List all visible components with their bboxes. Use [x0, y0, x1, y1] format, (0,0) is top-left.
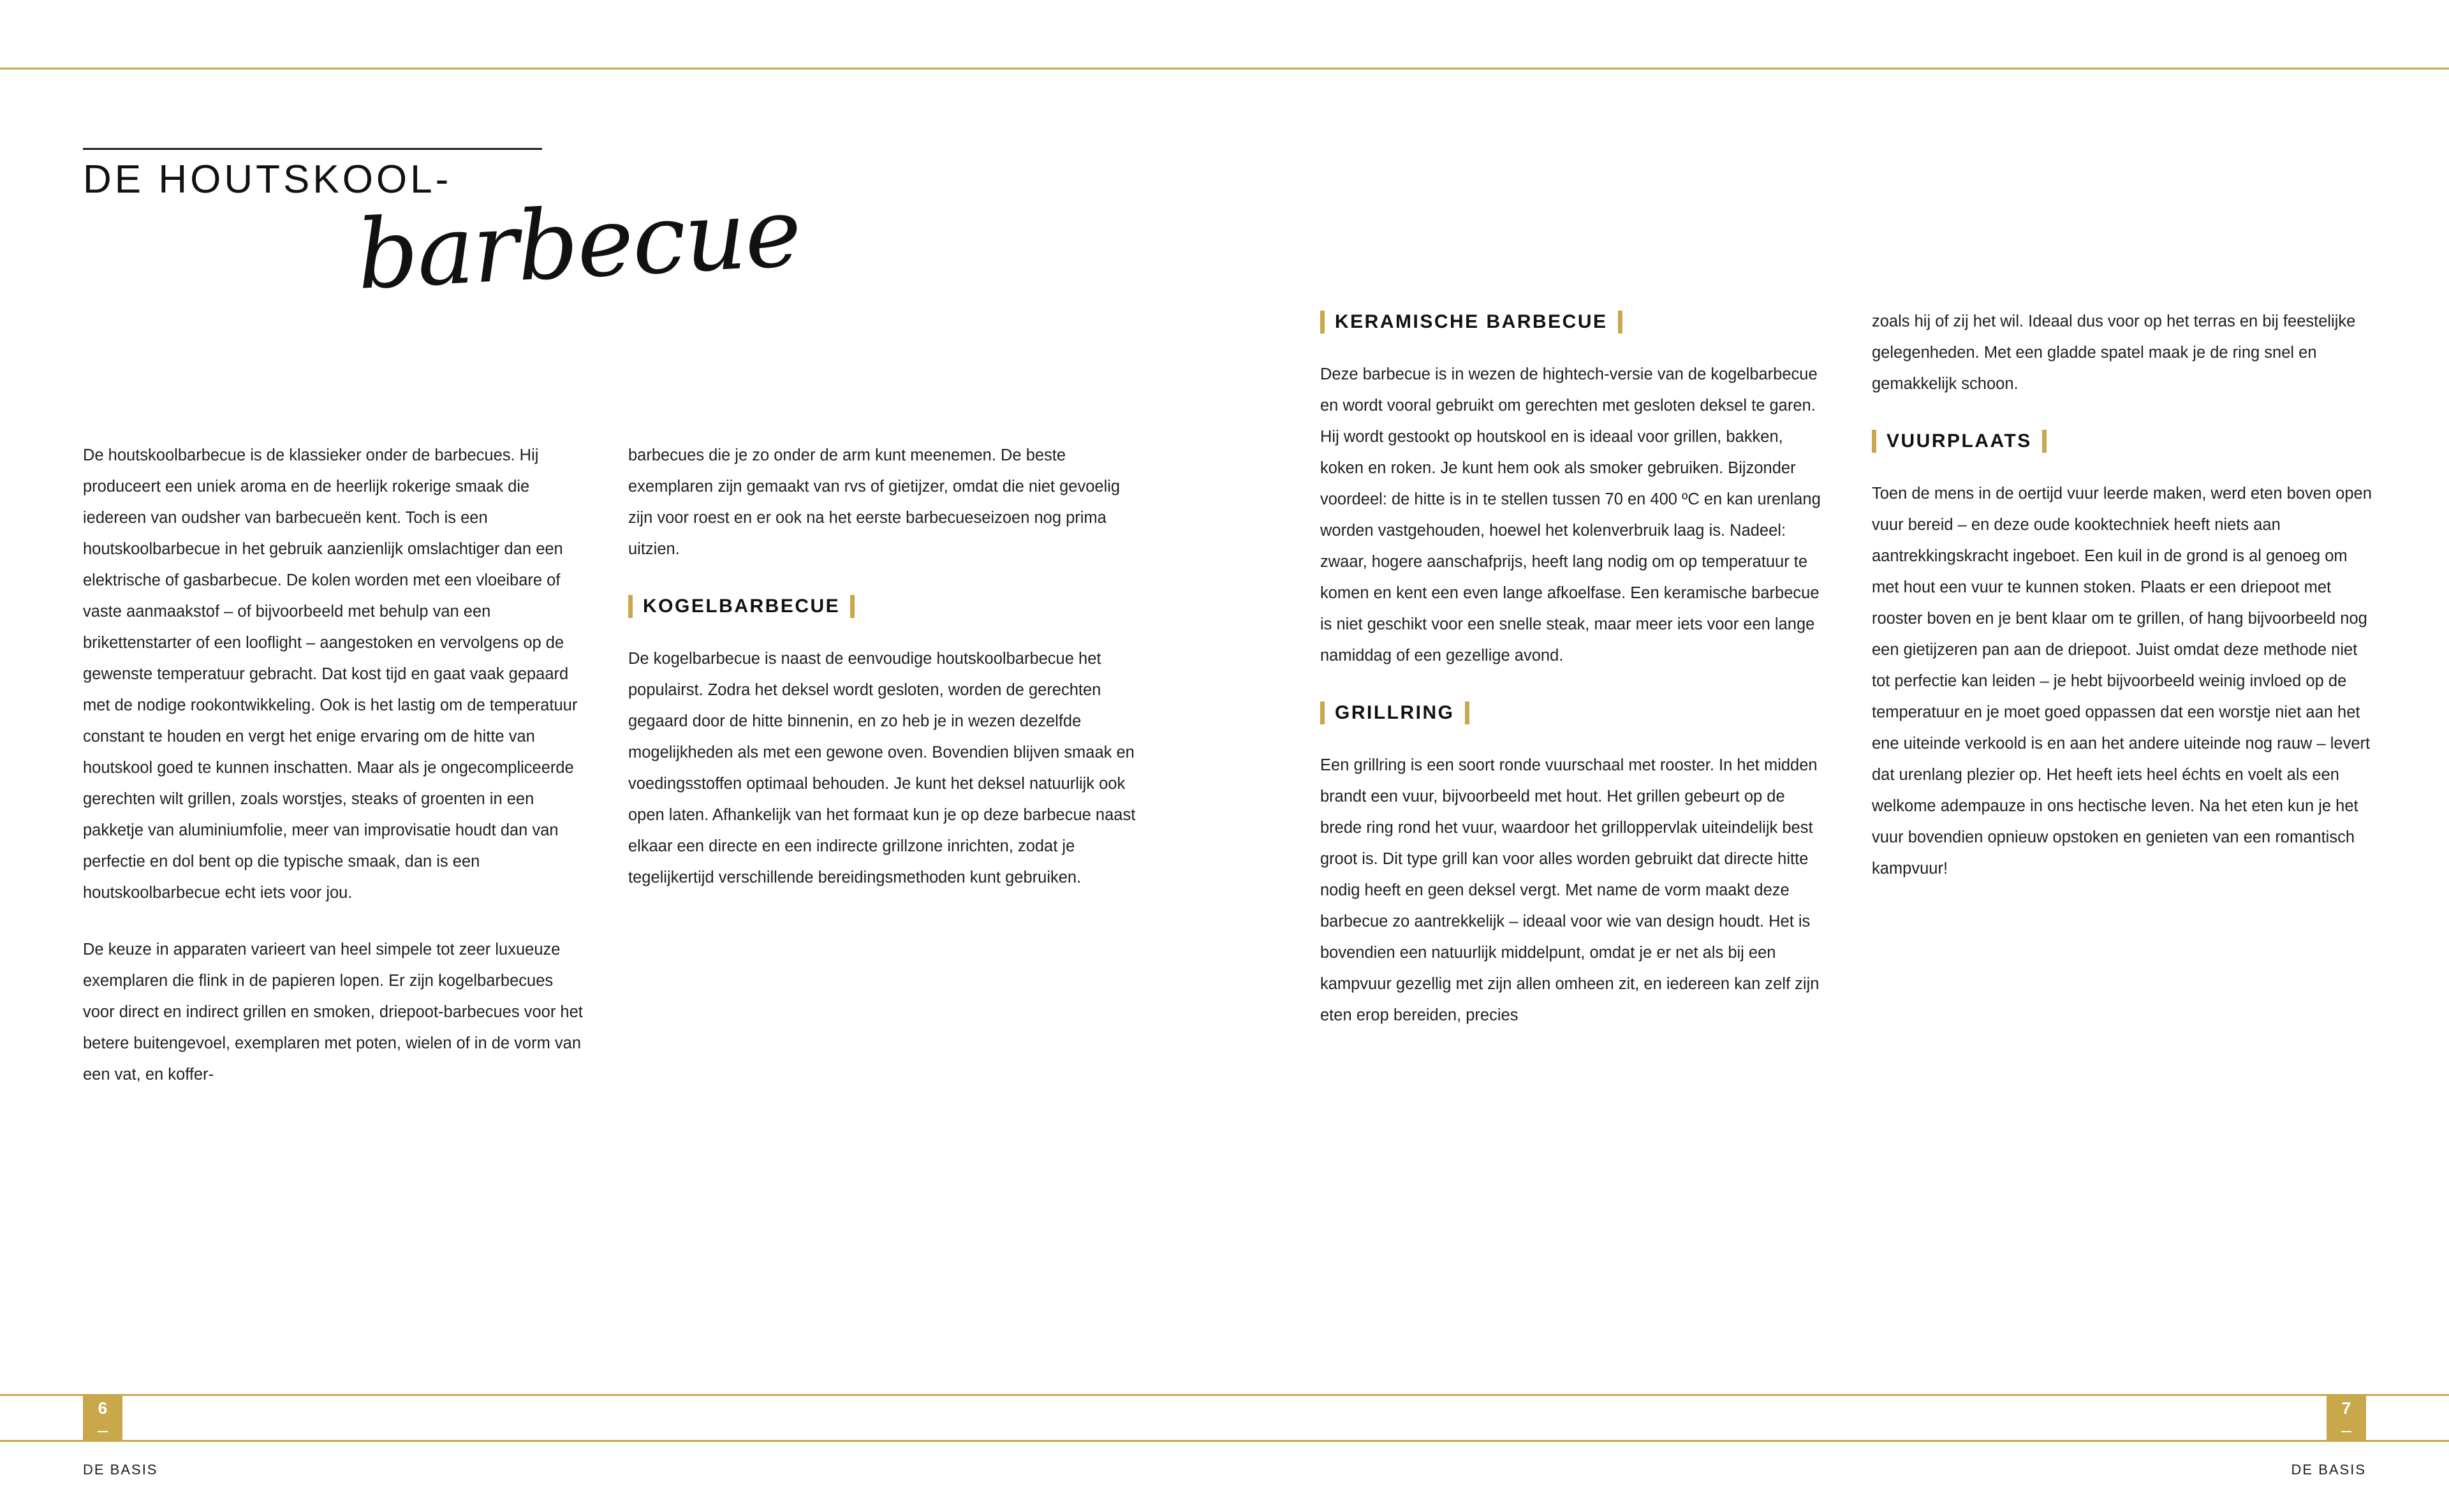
- section-heading-grillring: [1320, 697, 1830, 728]
- section-heading-label: KOGELBARBECUE: [643, 596, 841, 617]
- paragraph: Toen de mens in de oertijd vuur leerde maken, werd eten boven open vuur bereid – en deze oude kooktechniek heeft niets aan aantrekkingskracht ingeboet. Een kuil in de grond is al genoeg om met hout een vuur te kunnen stoken. Plaats er een driepoot met rooster boven en je bent klaar om te grillen, of hang bijvoorbeeld nog een gietijzeren pan aan de driepoot. Juist omdat deze methode niet tot perfectie kan leiden – je hebt bijvoorbeeld weinig invloed op de temperatuur en je moet goed oppassen dat een worstje niet aan het ene uiteinde verkoold is en aan het andere uiteinde nog rauw – levert dat urenlang plezier op. Het heeft iets heel échts en voelt als een welkome adempauze in ons hectische leven. Na het eten kun je het vuur bovendien opnieuw opstoken en genieten van een romantisch kampvuur!: [1872, 485, 2372, 877]
- left-page-column-2: [628, 440, 1138, 893]
- accent-bar-icon: [1618, 311, 1622, 334]
- accent-bar-icon: [1872, 430, 1876, 453]
- title-top-rule: [83, 148, 542, 150]
- paragraph: Een grillring is een soort ronde vuurschaal met rooster. In het midden brandt een vuur, bijvoorbeeld met hout. Het grillen gebeurt op de brede ring rond het vuur, waardoor het grilloppervlak uiteindelijk best groot is. Dit type grill kan voor alles worden gebruikt dat directe hitte nodig heeft en geen deksel vergt. Met name de vorm maakt deze barbecue zo aantrekkelijk – ideaal voor wie van design houdt. Het is bovendien een natuurlijk middelpunt, omdat je er net als bij een kampvuur gezellig met zijn allen omheen zit, en iedereen kan zelf zijn eten erop bereiden, precies: [1320, 756, 1820, 1024]
- section-heading-kogelbarbecue: [628, 591, 1138, 622]
- running-footer-right: DE BASIS: [2291, 1462, 2366, 1478]
- paragraph: De houtskoolbarbecue is de klassieker onder de barbecues. Hij produceert een uniek aroma en de heerlijk rokerige smaak die iedereen van oudsher van barbecueën kent. Toch is een houtskoolbarbecue in het gebruik aanzienlijk omslachtiger dan een elektrische of gasbarbecue. De kolen worden met een vloeibare of vaste aanmaakstof – of bijvoorbeeld met behulp van een brikettenstarter of een looflight – aangestoken en vervolgens op de gewenste temperatuur gebracht. Dat kost tijd en gaat vaak gepaard met de nodige rookontwikkeling. Ook is het lastig om de temperatuur constant te houden en vergt het enige ervaring om de hitte van houtskool goed te kunnen inschatten. Maar als je ongecompliceerde gerechten wilt grillen, zoals worstjes, steaks of groenten in een pakketje van aluminiumfolie, meer van improvisatie houdt dan van perfectie en dol bent op die typische smaak, dan is een houtskoolbarbecue echt iets voor jou.: [83, 446, 578, 902]
- right-page-column-1: [1320, 306, 1830, 1031]
- chapter-title-block: [83, 148, 803, 311]
- chapter-title-line1: DE HOUTSKOOL-: [83, 158, 452, 202]
- accent-bar-icon: [1320, 701, 1325, 724]
- running-footer-left: DE BASIS: [83, 1462, 158, 1478]
- section-heading-label: GRILLRING: [1335, 702, 1455, 723]
- section-heading-label: KERAMISCHE BARBECUE: [1335, 311, 1608, 332]
- section-heading-label: VUURPLAATS: [1886, 430, 2032, 451]
- page-number-value: 7: [2341, 1398, 2351, 1418]
- paragraph: De keuze in apparaten varieert van heel simpele tot zeer luxueuze exemplaren die flink in de papieren lopen. Er zijn kogelbarbecues voor direct en indirect grillen en smoken, driepoot-barbecues voor het betere buitengevoel, exemplaren met poten, wielen of in de vorm van een vat, en koffer-: [83, 941, 583, 1083]
- page-number-left: [83, 1394, 122, 1440]
- accent-bar-icon: [850, 595, 855, 618]
- page-number-value: 6: [98, 1398, 108, 1418]
- section-heading-vuurplaats: [1872, 425, 2376, 457]
- left-page-column-1: [83, 440, 587, 1090]
- folio-tick-icon: [98, 1431, 108, 1432]
- paragraph-continued: zoals hij of zij het wil. Ideaal dus voor op het terras en bij feestelijke gelegenheden. Met een gladde spatel maak je de ring snel en gemakkelijk schoon.: [1872, 312, 2356, 393]
- bottom-rule: [0, 1394, 2449, 1396]
- paragraph: Deze barbecue is in wezen de hightech-versie van de kogelbarbecue en wordt vooral gebruikt om gerechten met gesloten deksel te garen. Hij wordt gestookt op houtskool en is ideaal voor grillen, bakken, koken en roken. Je kunt hem ook als smoker gebruiken. Bijzonder voordeel: de hitte is in te stellen tussen 70 en 400 ºC en kan urenlang worden vastgehouden, hoewel het kolenverbruik laag is. Nadeel: zwaar, hogere aanschafprijs, heeft lang nodig om op temperatuur te komen en kent een even lange afkoelfase. Een keramische barbecue is niet geschikt voor een snelle steak, maar meer iets voor een lange namiddag of een gezellige avond.: [1320, 365, 1821, 664]
- page-number-right: [2327, 1394, 2366, 1440]
- accent-bar-icon: [1320, 311, 1325, 334]
- accent-bar-icon: [628, 595, 633, 618]
- section-heading-keramische-barbecue: [1320, 306, 1830, 337]
- folio-tick-icon: [2341, 1431, 2351, 1432]
- bottom-rule-secondary: [0, 1440, 2449, 1442]
- paragraph-continued: barbecues die je zo onder de arm kunt meenemen. De beste exemplaren zijn gemaakt van rvs of gietijzer, omdat die niet gevoelig zijn voor roest en er ook na het eerste barbecueseizoen nog prima uitzien.: [628, 446, 1121, 558]
- top-rule: [0, 68, 2449, 70]
- paragraph: De kogelbarbecue is naast de eenvoudige houtskoolbarbecue het populairst. Zodra het deksel wordt gesloten, worden de gerechten gegaard door de hitte binnenin, en zo heb je in wezen dezelfde mogelijkheden als met een gewone oven. Bovendien blijven smaak en voedingsstoffen optimaal behouden. Je kunt het deksel natuurlijk ook open laten. Afhankelijk van het formaat kun je op deze barbecue naast elkaar een directe en een indirecte grillzone inrichten, zodat je tegelijkertijd verschillende bereidingsmethoden kunt gebruiken.: [628, 650, 1136, 886]
- accent-bar-icon: [2042, 430, 2047, 453]
- chapter-title-script: barbecue: [354, 177, 803, 311]
- right-page-column-2: [1872, 306, 2376, 884]
- accent-bar-icon: [1465, 701, 1469, 724]
